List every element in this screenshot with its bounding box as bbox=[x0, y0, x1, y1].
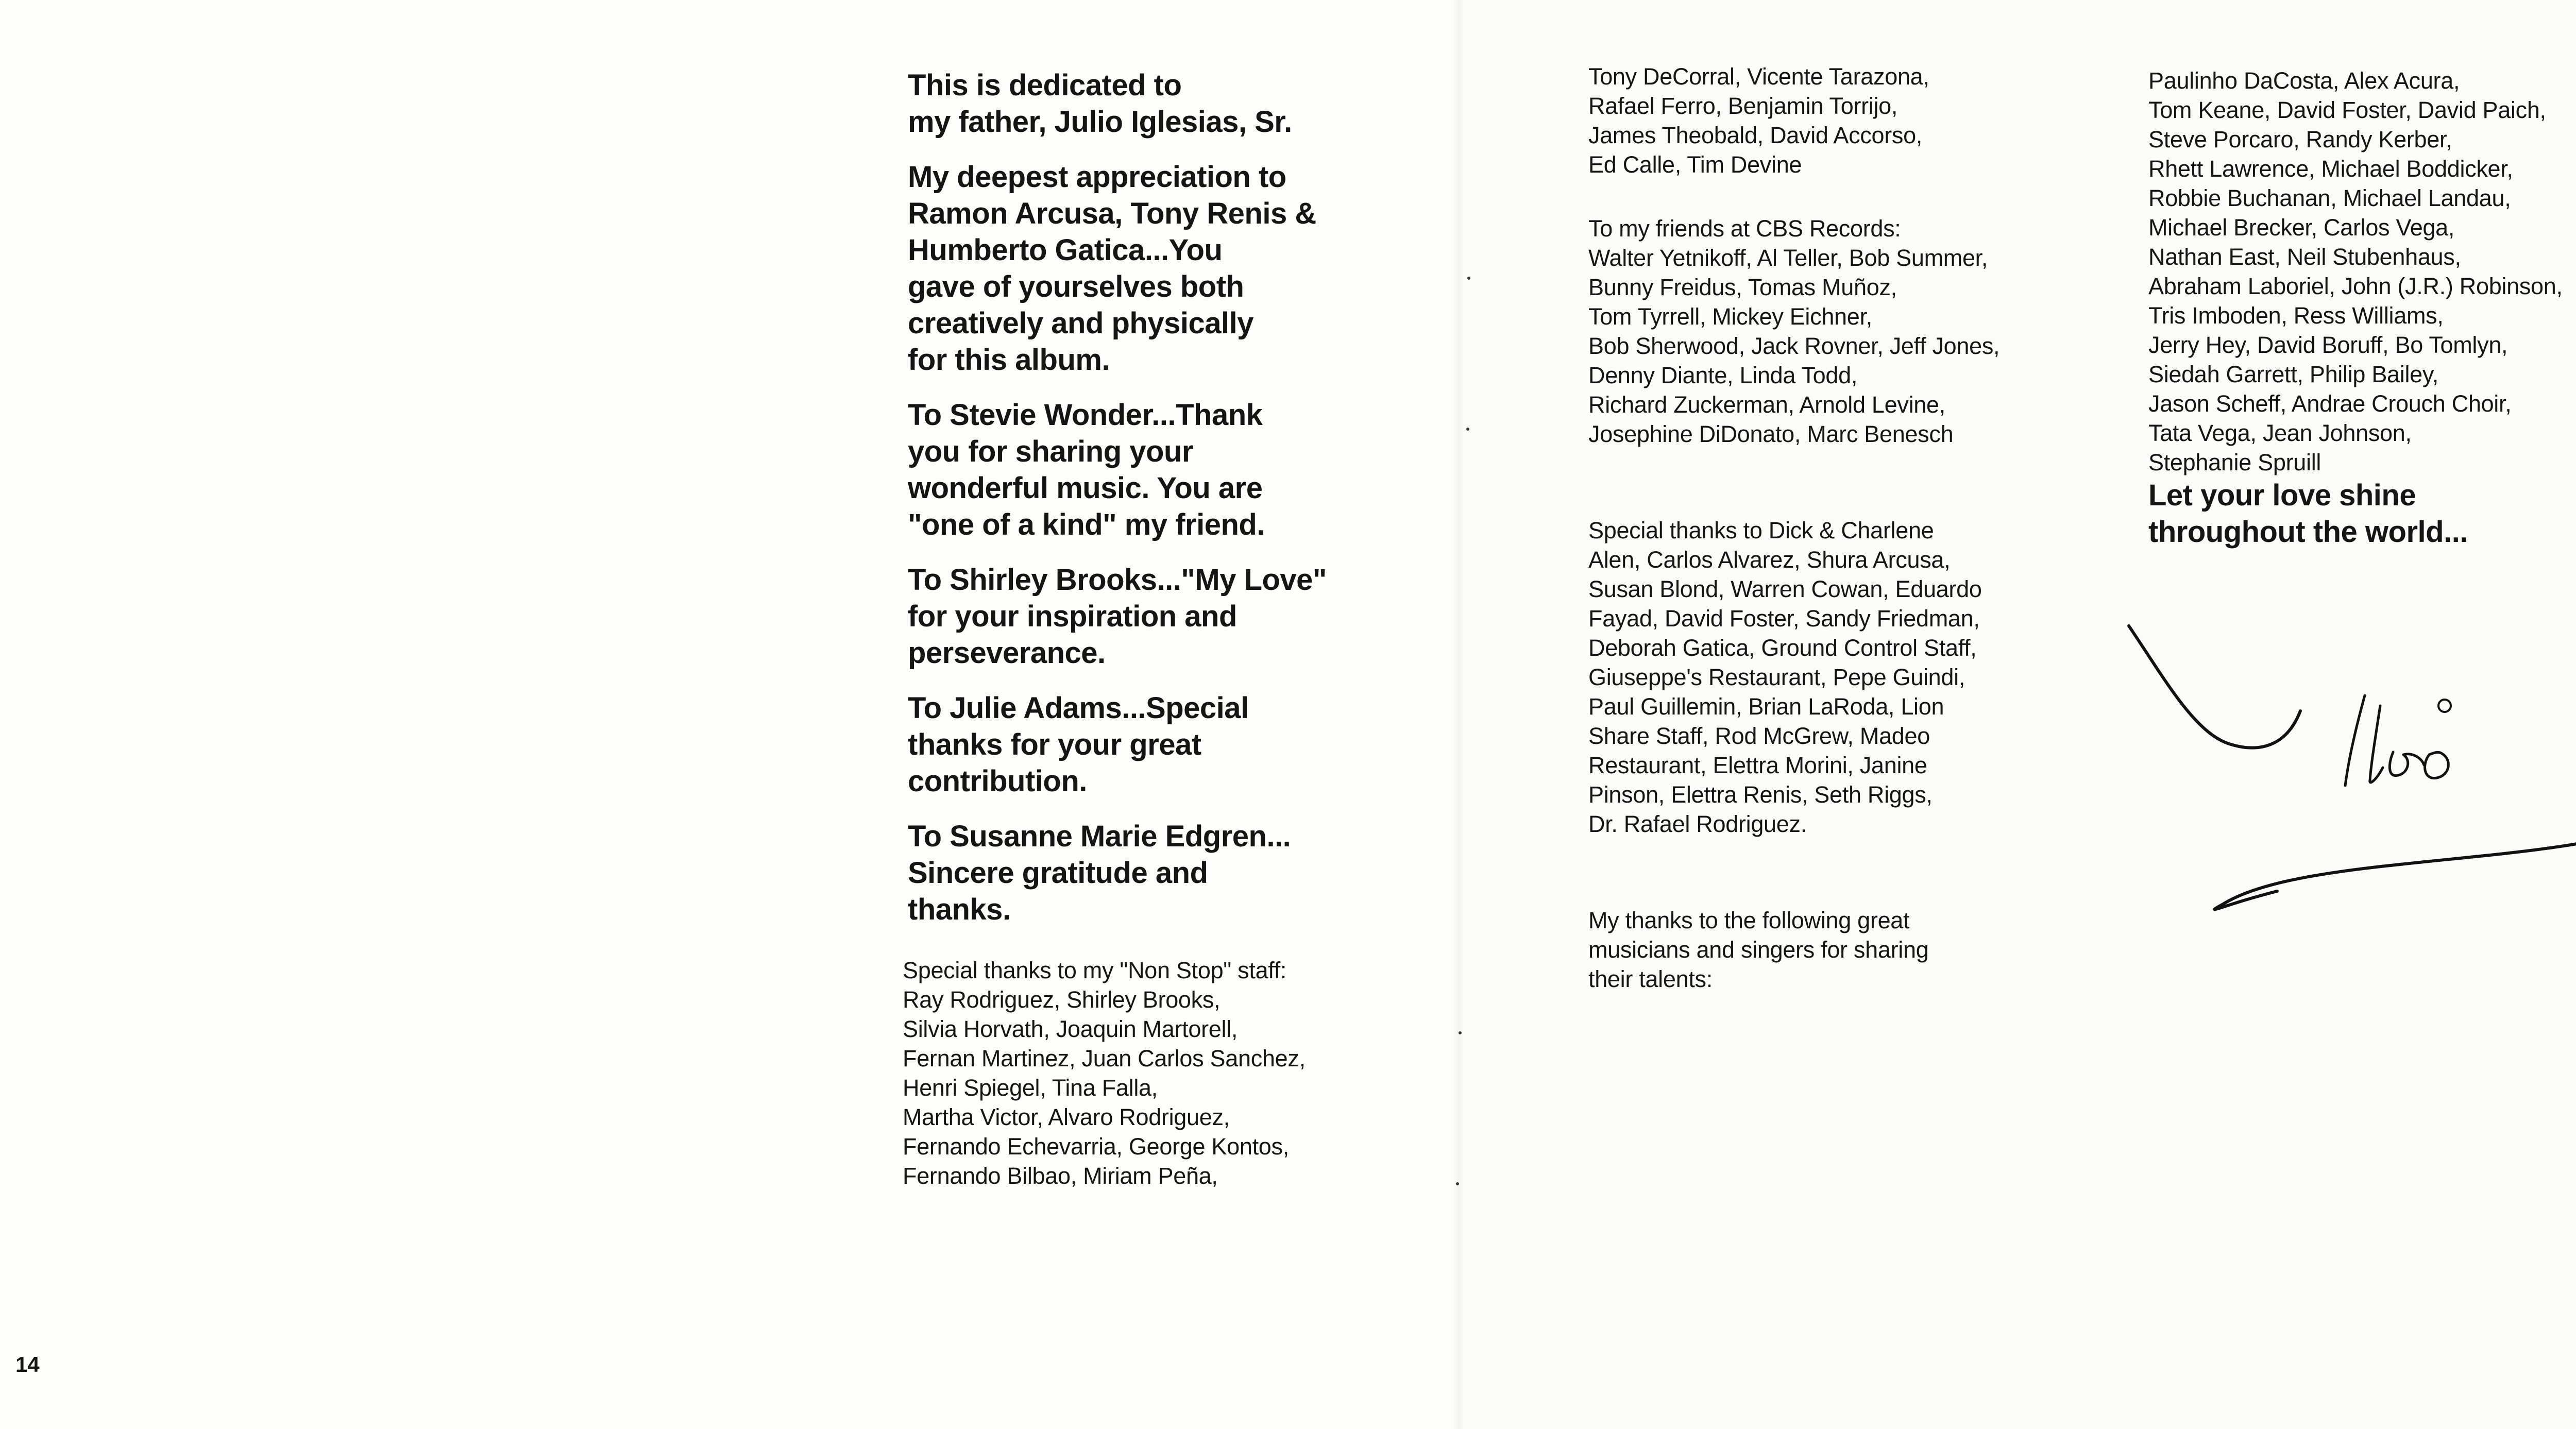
dedication-stevie-wonder: To Stevie Wonder...Thank you for sharing your wonderful music. You are "one of a kind" my friend. bbox=[908, 398, 1265, 541]
dedication-appreciation: My deepest appreciation to Ramon Arcusa, Tony Renis & Humberto Gatica...You gave of yourselves both creatively and physically for this album. bbox=[908, 160, 1316, 377]
credits-column-3 bbox=[2148, 66, 2576, 550]
print-speck bbox=[1456, 1182, 1459, 1185]
dedication-julie-adams: To Julie Adams...Special thanks for your great contribution. bbox=[908, 691, 1249, 798]
signature-image bbox=[2123, 616, 2576, 914]
dedication-shirley-brooks: To Shirley Brooks..."My Love" for your inspiration and perseverance. bbox=[908, 563, 1327, 670]
closing-message: Let your love shine throughout the world... bbox=[2148, 479, 2468, 549]
print-speck bbox=[1459, 1031, 1462, 1034]
musicians-list-text: Paulinho DaCosta, Alex Acura, Tom Keane, David Foster, David Paich, Steve Porcaro, Randy Kerber, Rhett Lawrence, Michael Boddicker, Robbie Buchanan, Michael Landau, Michael Brecker, Carlos Vega, Nathan East, Neil Stubenhaus, Abraham Laboriel, John (J.R.) Robinson, Tris Imboden, Ress Williams, Jerry Hey, David Boruff, Bo Tomlyn, Siedah Garrett, Philip Bailey, Jason Scheff, Andrae Crouch Choir, Tata Vega, Jean Johnson, Stephanie Spruill bbox=[2148, 67, 2563, 475]
print-speck bbox=[1466, 428, 1469, 431]
staff-continued-text: Tony DeCorral, Vicente Tarazona, Rafael Ferro, Benjamin Torrijo, James Theobald, David Accorso, Ed Calle, Tim Devine bbox=[1588, 63, 1929, 178]
dedication-father: This is dedicated to my father, Julio Iglesias, Sr. bbox=[908, 69, 1292, 139]
musicians-intro-text: My thanks to the following great musicians and singers for sharing their talents: bbox=[1588, 907, 1929, 992]
cbs-friends-text: To my friends at CBS Records: Walter Yetnikoff, Al Teller, Bob Summer, Bunny Freidus, Tomas Muñoz, Tom Tyrrell, Mickey Eichner, Bob Sherwood, Jack Rovner, Jeff Jones, Denny Diante, Linda Todd, Richard Zuckerman, Arnold Levine, Josephine DiDonato, Marc Benesch bbox=[1588, 215, 2000, 447]
page-number-left: 14 bbox=[15, 1352, 40, 1376]
dedication-column bbox=[908, 67, 1449, 946]
credits-column-2 bbox=[1588, 62, 2078, 1028]
special-thanks-text: Special thanks to Dick & Charlene Alen, Carlos Alvarez, Shura Arcusa, Susan Blond, Warren Cowan, Eduardo Fayad, David Foster, Sandy Friedman, Deborah Gatica, Ground Control Staff, Giuseppe's Restaurant, Pepe Guindi, Paul Guillemin, Brian LaRoda, Lion Share Staff, Rod McGrew, Madeo Restaurant, Elettra Morini, Janine Pinson, Elettra Renis, Seth Riggs, Dr. Rafael Rodriguez. bbox=[1588, 517, 1982, 837]
print-speck bbox=[1467, 277, 1470, 280]
page-gutter bbox=[1452, 0, 1464, 1429]
staff-thanks-column bbox=[903, 956, 1444, 1190]
dedication-susanne-edgren: To Susanne Marie Edgren... Sincere gratitude and thanks. bbox=[908, 820, 1291, 926]
staff-thanks-text: Special thanks to my "Non Stop" staff: Ray Rodriguez, Shirley Brooks, Silvia Horvath, Joaquin Martorell, Fernan Martinez, Juan Carlos Sanchez, Henri Spiegel, Tina Falla, Martha Victor, Alvaro Rodriguez, Fernando Echevarria, George Kontos, Fernando Bilbao, Miriam Peña, bbox=[903, 957, 1306, 1189]
